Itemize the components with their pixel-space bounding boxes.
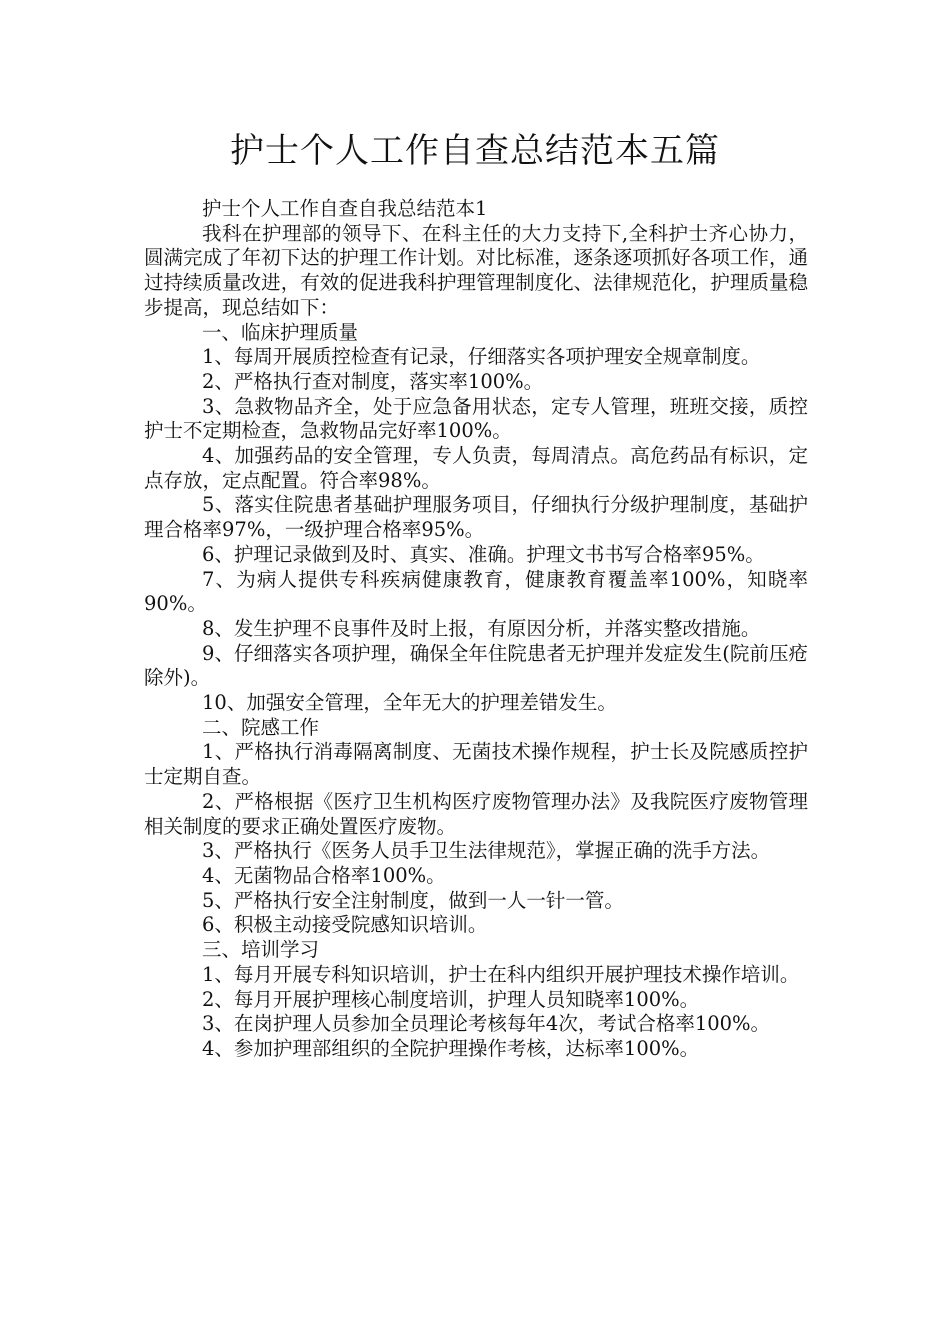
list-item: 1、每月开展专科知识培训，护士在科内组织开展护理技术操作培训。 (202, 962, 800, 986)
list-item: 6、护理记录做到及时、真实、准确。护理文书书写合格率95%。 (202, 542, 765, 566)
list-item: 2、每月开展护理核心制度培训，护理人员知晓率100%。 (202, 987, 700, 1011)
list-item: 3、在岗护理人员参加全员理论考核每年4次，考试合格率100%。 (202, 1012, 771, 1036)
document-title: 护士个人工作自查总结范本五篇 (230, 131, 720, 171)
section-heading: 三、培训学习 (202, 938, 320, 962)
list-item: 9、仔细落实各项护理，确保全年住院患者无护理并发症发生(院前压疮除外)。 (144, 641, 808, 690)
list-item: 4、参加护理部组织的全院护理操作考核，达标率100%。 (202, 1036, 700, 1060)
list-item: 2、严格根据《医疗卫生机构医疗废物管理办法》及我院医疗废物管理相关制度的要求正确处置医疗废物。 (144, 789, 808, 838)
section-heading: 护士个人工作自查自我总结范本1 (202, 197, 488, 220)
document-body (144, 197, 808, 1062)
section-heading: 一、临床护理质量 (202, 320, 359, 344)
list-item: 7、为病人提供专科疾病健康教育，健康教育覆盖率100%，知晓率90%。 (144, 567, 808, 616)
list-item: 1、每周开展质控检查有记录，仔细落实各项护理安全规章制度。 (202, 345, 761, 369)
list-item: 5、落实住院患者基础护理服务项目，仔细执行分级护理制度，基础护理合格率97%，一级护理合格率95%。 (144, 493, 808, 542)
list-item: 3、急救物品齐全，处于应急备用状态，定专人管理，班班交接，质控护士不定期检查，急救物品完好率100%。 (144, 394, 808, 443)
list-item: 6、积极主动接受院感知识培训。 (202, 913, 488, 937)
list-item: 10、加强安全管理，全年无大的护理差错发生。 (202, 691, 617, 715)
list-item: 2、严格执行查对制度，落实率100%。 (202, 369, 544, 393)
intro-paragraph: 我科在护理部的领导下、在科主任的大力支持下,全科护士齐心协力，圆满完成了年初下达的护理工作计划。对比标准，逐条逐项抓好各项工作，通过持续质量改进，有效的促进我科护理管理制度化、法律规范化，护理质量稳步提高，现总结如下： (144, 221, 808, 319)
list-item: 3、严格执行《医务人员手卫生法律规范》，掌握正确的洗手方法。 (202, 839, 771, 863)
list-item: 8、发生护理不良事件及时上报，有原因分析，并落实整改措施。 (202, 616, 761, 640)
list-item: 1、严格执行消毒隔离制度、无菌技术操作规程，护士长及院感质控护士定期自查。 (144, 740, 808, 789)
section-heading: 二、院感工作 (202, 715, 320, 739)
list-item: 4、无菌物品合格率100%。 (202, 863, 446, 887)
list-item: 5、严格执行安全注射制度，做到一人一针一管。 (202, 888, 624, 912)
list-item: 4、加强药品的安全管理，专人负责，每周清点。高危药品有标识，定点存放，定点配置。符合率98%。 (144, 444, 808, 492)
